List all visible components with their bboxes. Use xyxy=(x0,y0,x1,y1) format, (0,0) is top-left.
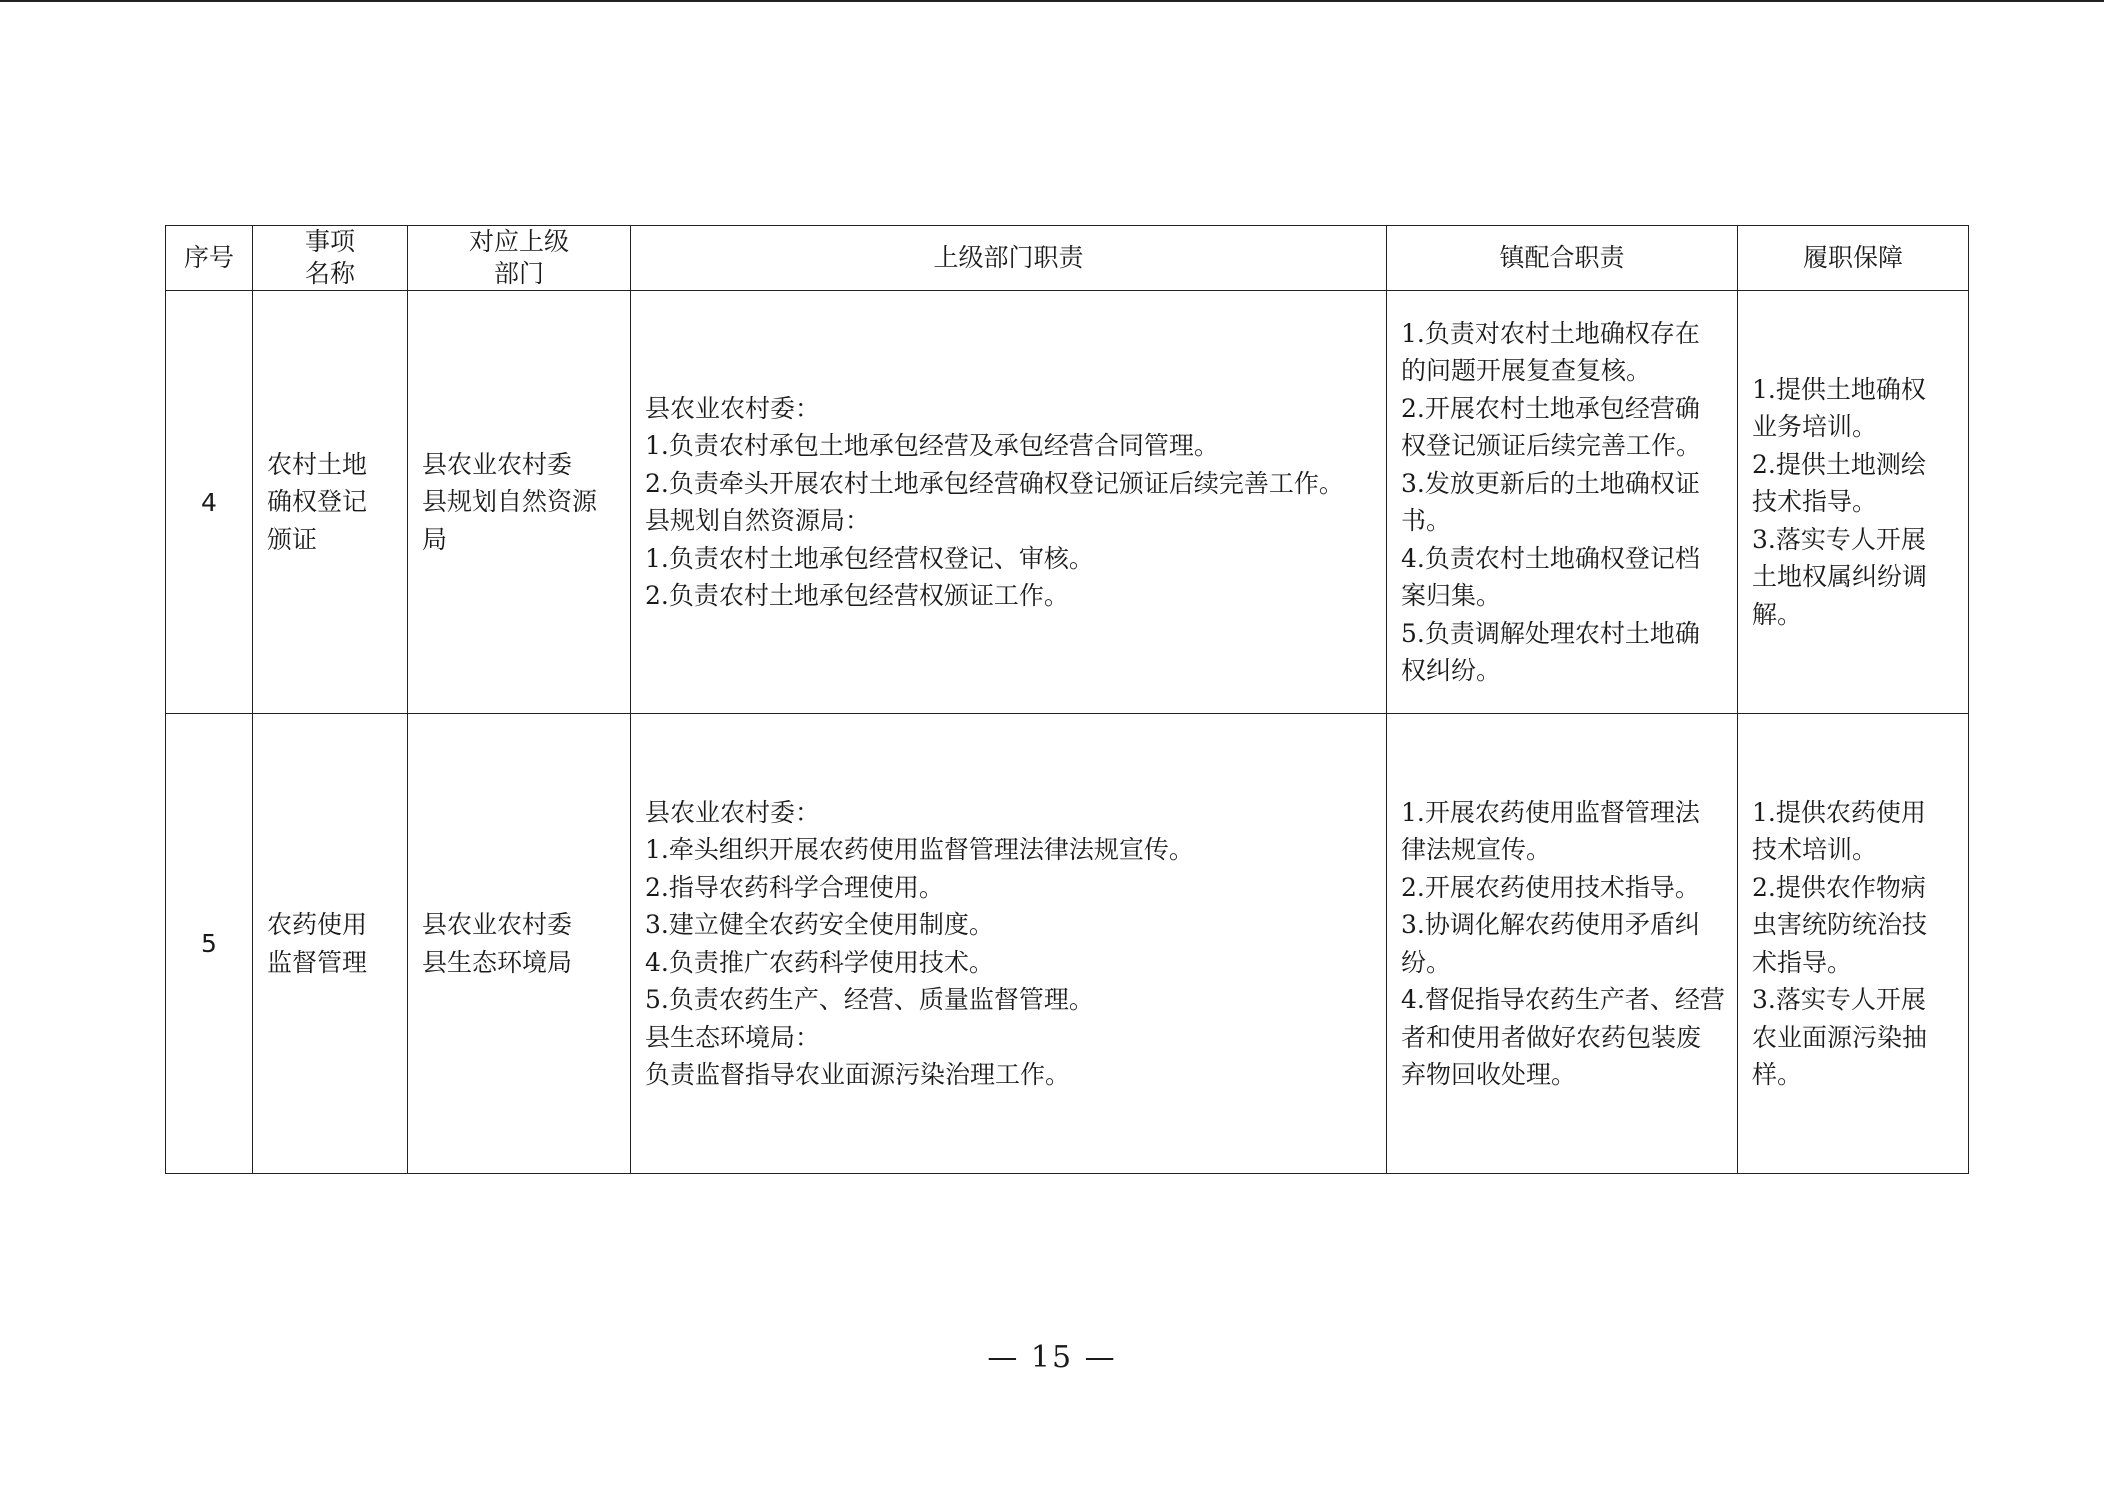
header-superior-dept xyxy=(408,226,631,291)
text-line: 县农业农村委 xyxy=(422,910,573,939)
text-line: 4.负责农村土地确权登记档 xyxy=(1401,543,1700,573)
table-row xyxy=(166,291,1969,714)
text-line: 1.开展农药使用监督管理法 xyxy=(1401,797,1700,827)
text-line: 2.开展农药使用技术指导。 xyxy=(1401,872,1700,902)
text-line: 2.开展农村土地承包经营确 xyxy=(1401,393,1700,423)
header-town-duty: 镇配合职责 xyxy=(1387,226,1738,291)
text-line: 1.负责农村土地承包经营权登记、审核。 xyxy=(645,543,1094,573)
text-line: 县规划自然资源局： xyxy=(645,506,871,535)
text-line: 业务培训。 xyxy=(1752,412,1878,442)
text-line: 确权登记 xyxy=(267,487,368,517)
text-line: 县生态环境局 xyxy=(422,947,573,977)
text-line: 纷。 xyxy=(1401,947,1452,977)
text-line: 局 xyxy=(422,524,448,554)
row-superior-dept xyxy=(408,714,631,1174)
header-item-name-line: 名称 xyxy=(304,259,355,288)
text-line: 1.负责农村承包土地承包经营及承包经营合同管理。 xyxy=(645,431,1219,460)
text-line: 2.负责农村土地承包经营权颁证工作。 xyxy=(645,581,1069,610)
text-line: 2.指导农药科学合理使用。 xyxy=(645,872,944,902)
text-line: 农药使用 xyxy=(267,910,368,939)
row-superior-dept xyxy=(408,291,631,714)
text-line: 县农业农村委： xyxy=(645,393,821,423)
header-item-name-line: 事项 xyxy=(304,227,355,256)
text-line: 1.提供土地确权 xyxy=(1752,374,1926,404)
text-line: 3.落实专人开展 xyxy=(1752,985,1926,1014)
text-line: 5.负责农药生产、经营、质量监督管理。 xyxy=(645,985,1094,1014)
text-line: 县生态环境局： xyxy=(645,1022,821,1052)
row-seq: 4 xyxy=(166,291,253,714)
text-line: 1.负责对农村土地确权存在 xyxy=(1401,318,1700,348)
text-line: 技术指导。 xyxy=(1752,487,1878,517)
text-line: 的问题开展复查复核。 xyxy=(1401,356,1652,385)
text-line: 负责监督指导农业面源污染治理工作。 xyxy=(645,1060,1071,1089)
header-superior-duty: 上级部门职责 xyxy=(631,226,1387,291)
text-line: 农业面源污染抽 xyxy=(1752,1022,1928,1052)
header-guarantee: 履职保障 xyxy=(1738,226,1969,291)
page-number: — 15 — xyxy=(987,1340,1117,1375)
text-line: 颁证 xyxy=(267,524,318,554)
text-line: 4.负责推广农药科学使用技术。 xyxy=(645,947,994,977)
text-line: 解。 xyxy=(1752,599,1803,629)
text-line: 3.协调化解农药使用矛盾纠 xyxy=(1401,910,1700,939)
duty-table xyxy=(165,225,1969,1174)
text-line: 2.负责牵头开展农村土地承包经营确权登记颁证后续完善工作。 xyxy=(645,468,1344,498)
text-line: 3.发放更新后的土地确权证 xyxy=(1401,468,1700,498)
text-line: 权登记颁证后续完善工作。 xyxy=(1401,431,1702,460)
text-line: 3.落实专人开展 xyxy=(1752,524,1926,554)
text-line: 4.督促指导农药生产者、经营 xyxy=(1401,985,1725,1014)
text-line: 案归集。 xyxy=(1401,581,1502,610)
text-line: 样。 xyxy=(1752,1060,1803,1089)
header-seq: 序号 xyxy=(166,226,253,291)
table-header-row xyxy=(166,226,1969,291)
text-line: 书。 xyxy=(1401,506,1452,535)
row-item-name xyxy=(253,714,408,1174)
text-line: 术指导。 xyxy=(1752,947,1853,977)
row-guarantee xyxy=(1738,714,1969,1174)
text-line: 土地权属纠纷调 xyxy=(1752,562,1928,592)
top-border-line xyxy=(0,0,2104,2)
text-line: 5.负责调解处理农村土地确 xyxy=(1401,618,1700,648)
row-guarantee xyxy=(1738,291,1969,714)
row-superior-duty xyxy=(631,291,1387,714)
text-line: 监督管理 xyxy=(267,947,368,977)
text-line: 县农业农村委 xyxy=(422,449,573,479)
text-line: 农村土地 xyxy=(267,449,368,479)
text-line: 者和使用者做好农药包装废 xyxy=(1401,1022,1702,1052)
table-row xyxy=(166,714,1969,1174)
row-town-duty xyxy=(1387,714,1738,1174)
text-line: 虫害统防统治技 xyxy=(1752,910,1928,939)
text-line: 县农业农村委： xyxy=(645,797,821,827)
text-line: 弃物回收处理。 xyxy=(1401,1060,1577,1089)
text-line: 权纠纷。 xyxy=(1401,656,1502,685)
text-line: 2.提供土地测绘 xyxy=(1752,449,1926,479)
text-line: 县规划自然资源 xyxy=(422,487,598,517)
text-line: 律法规宣传。 xyxy=(1401,835,1552,864)
row-item-name xyxy=(253,291,408,714)
text-line: 1.牵头组织开展农药使用监督管理法律法规宣传。 xyxy=(645,835,1194,864)
row-superior-duty xyxy=(631,714,1387,1174)
text-line: 1.提供农药使用 xyxy=(1752,797,1926,827)
row-town-duty xyxy=(1387,291,1738,714)
text-line: 技术培训。 xyxy=(1752,835,1878,864)
row-seq: 5 xyxy=(166,714,253,1174)
header-superior-dept-line: 对应上级 xyxy=(468,227,569,256)
header-superior-dept-line: 部门 xyxy=(493,259,544,288)
text-line: 2.提供农作物病 xyxy=(1752,872,1926,902)
text-line: 3.建立健全农药安全使用制度。 xyxy=(645,910,994,939)
header-item-name xyxy=(253,226,408,291)
